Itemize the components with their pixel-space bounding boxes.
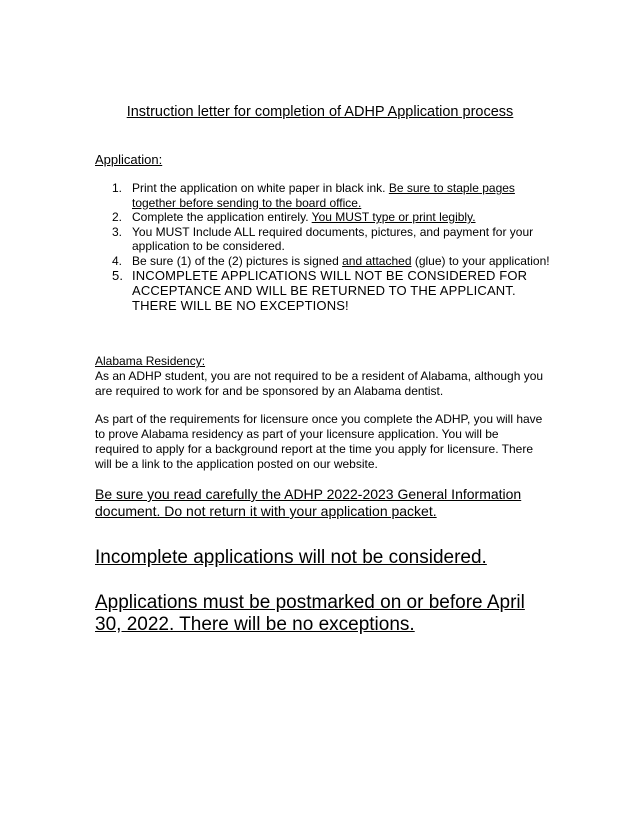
residency-heading: Alabama Residency: xyxy=(95,354,206,368)
list-item xyxy=(95,268,550,313)
list-number: 3. xyxy=(112,224,123,239)
licensure-paragraph: As part of the requirements for licensure once you complete the ADHP, you will have to prove Alabama residency as part of your licensure application. You will be required to apply for a background report at the time you apply for licensure. There will be a link to the application posted on our website. xyxy=(95,412,543,471)
list-text-underlined: and attached xyxy=(342,253,412,268)
list-number: 5. xyxy=(112,268,124,283)
list-item xyxy=(95,210,550,225)
list-text-underlined: You MUST type or print legibly. xyxy=(311,210,476,224)
list-item xyxy=(95,254,550,269)
residency-paragraph: As an ADHP student, you are not required to be a resident of Alabama, although you are required to work for and be sponsored by an Alabama dentist. xyxy=(95,369,544,398)
list-text: Be sure (1) of the (2) pictures is signed xyxy=(132,253,343,268)
application-steps-list xyxy=(95,181,550,313)
incomplete-notice: Incomplete applications will not be considered. xyxy=(95,547,487,568)
list-text: You MUST Include ALL required documents, pictures, and payment for your application to be considered. xyxy=(132,224,534,253)
deadline-notice: Applications must be postmarked on or before April 30, 2022. There will be no exceptions. xyxy=(95,592,525,635)
list-text: Complete the application entirely. xyxy=(132,210,312,224)
list-number: 1. xyxy=(112,181,123,195)
list-item xyxy=(95,181,550,210)
general-info-notice: Be sure you read carefully the ADHP 2022-2023 General Information document. Do not return it with your application packet. xyxy=(95,486,522,519)
list-text: (glue) to your application! xyxy=(411,253,550,268)
list-text-underlined: Be sure to staple pages together before sending to the board office. xyxy=(132,181,515,210)
list-text: INCOMPLETE APPLICATIONS WILL NOT BE CONSIDERED FOR ACCEPTANCE AND WILL BE RETURNED TO THE APPLICANT. THERE WILL BE NO EXCEPTIONS! xyxy=(132,268,528,313)
list-number: 4. xyxy=(112,253,123,268)
list-text: Print the application on white paper in black ink. xyxy=(132,181,389,195)
page-title: Instruction letter for completion of ADHP Application process xyxy=(126,104,514,120)
list-item xyxy=(95,225,550,254)
application-heading: Application: xyxy=(95,152,163,167)
list-number: 2. xyxy=(112,210,123,224)
